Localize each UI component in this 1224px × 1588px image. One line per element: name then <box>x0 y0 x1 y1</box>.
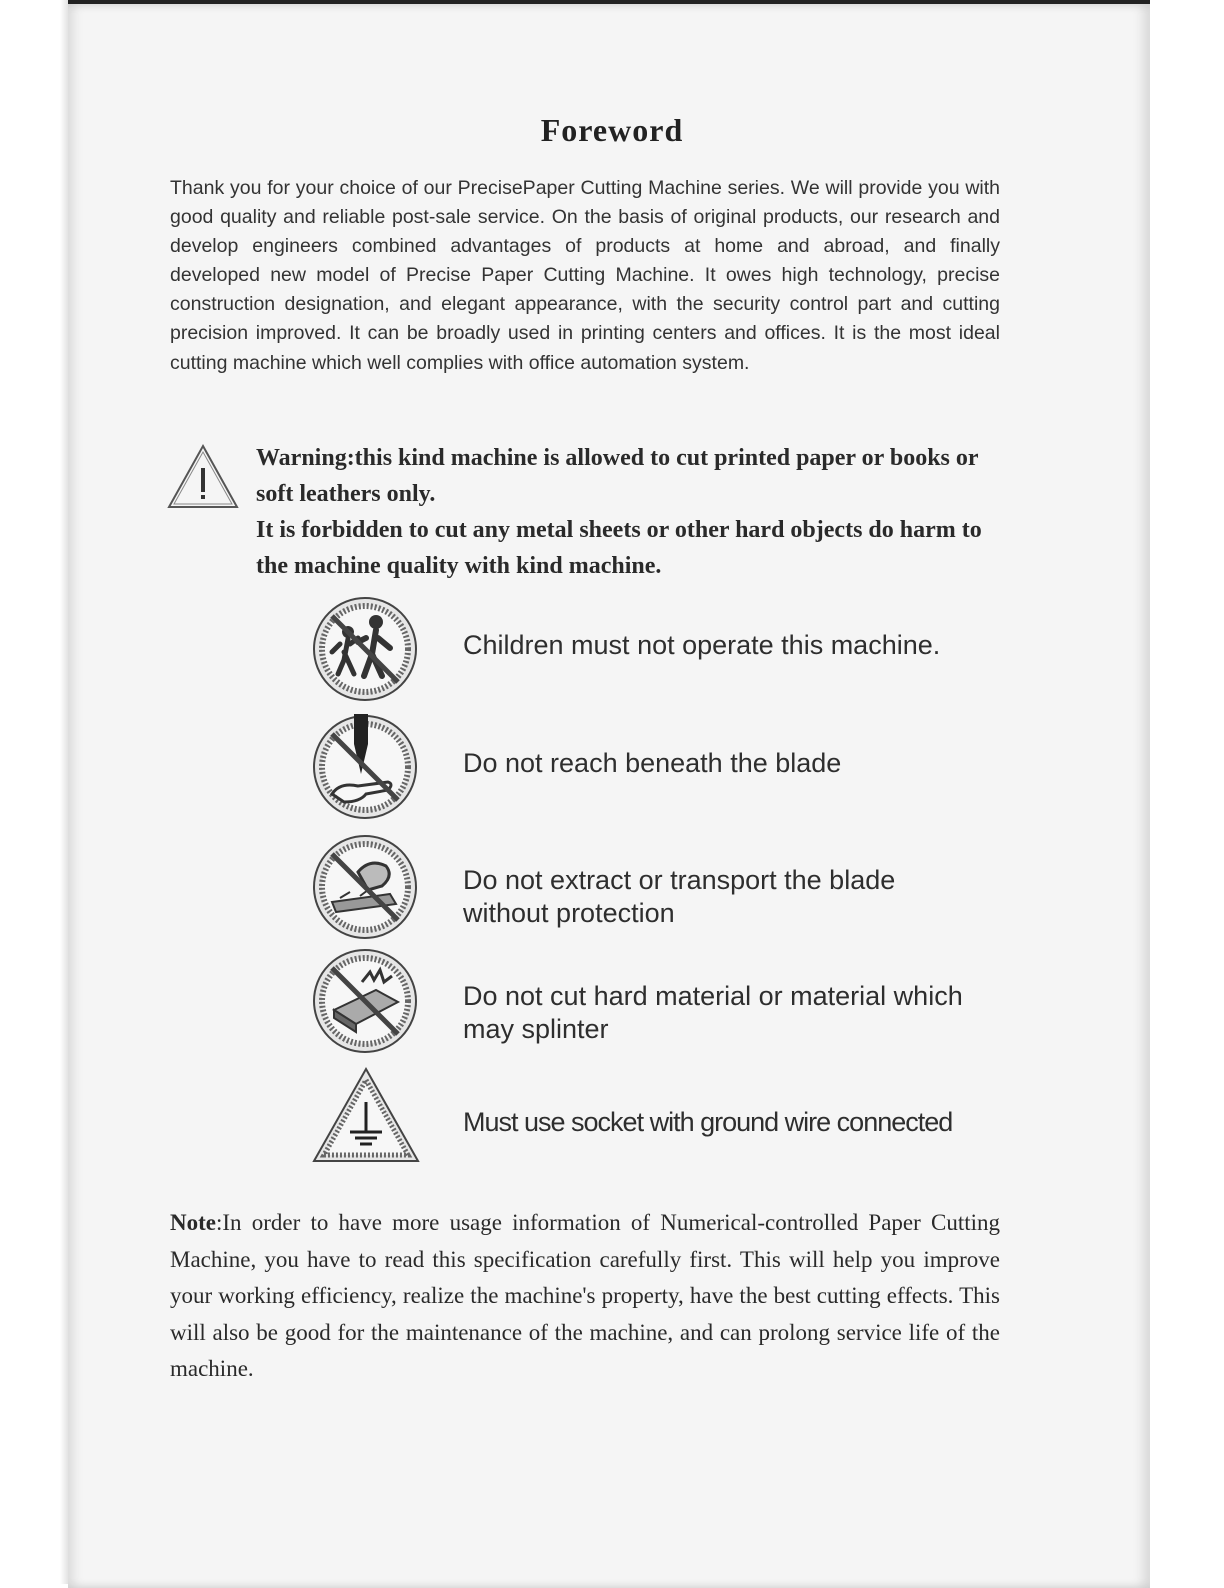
note-paragraph <box>170 1205 1000 1388</box>
warning-forbidden-text: It is forbidden to cut any metal sheets or other hard objects do harm to the machine quality with kind machine. <box>256 517 982 579</box>
sign-text-blade: Do not reach beneath the blade <box>463 748 842 778</box>
sign-text-blade-transport: Do not extract or transport the blade without protection <box>463 865 896 928</box>
warning-triangle-icon <box>166 443 240 511</box>
note-label: Note <box>170 1210 216 1235</box>
sign-text-ground-wire: Must use socket with ground wire connected <box>463 1107 953 1137</box>
no-unprotected-blade-icon <box>310 832 420 942</box>
intro-paragraph: Thank you for your choice of our PrecisePaper Cutting Machine series. We will provide you with good quality and reliable post-sale service. On the basis of original products, our research and develop engineers combined advantages of products at home and abroad, and finally developed new model of Precise Paper Cutting Machine. It owes high technology, precise construction designation, and elegant appearance, with the security control part and cutting precision improved. It can be broadly used in printing centers and offices. It is the most ideal cutting machine which well complies with office automation system. <box>170 177 1000 374</box>
ground-wire-icon <box>310 1066 422 1166</box>
warning-block <box>256 440 1006 584</box>
no-hard-material-icon <box>310 946 420 1056</box>
sign-text-children: Children must not operate this machine. <box>463 630 941 660</box>
no-children-icon <box>310 594 420 704</box>
page-title: Foreword <box>540 112 684 148</box>
note-text: :In order to have more usage information of Numerical-controlled Paper Cutting Machine, you have to read this specification carefully first. This will help you improve your working efficiency, realize the machine's property, have the best cutting effects. This will also be good for the maintenance of the machine, and can prolong service life of the machine. <box>170 1210 1000 1381</box>
sign-text-hard-material: Do not cut hard material or material which may splinter <box>463 981 963 1044</box>
warning-allowed-text: Warning:this kind machine is allowed to cut printed paper or books or soft leathers only. <box>256 445 979 507</box>
no-hand-under-blade-icon <box>310 712 420 822</box>
